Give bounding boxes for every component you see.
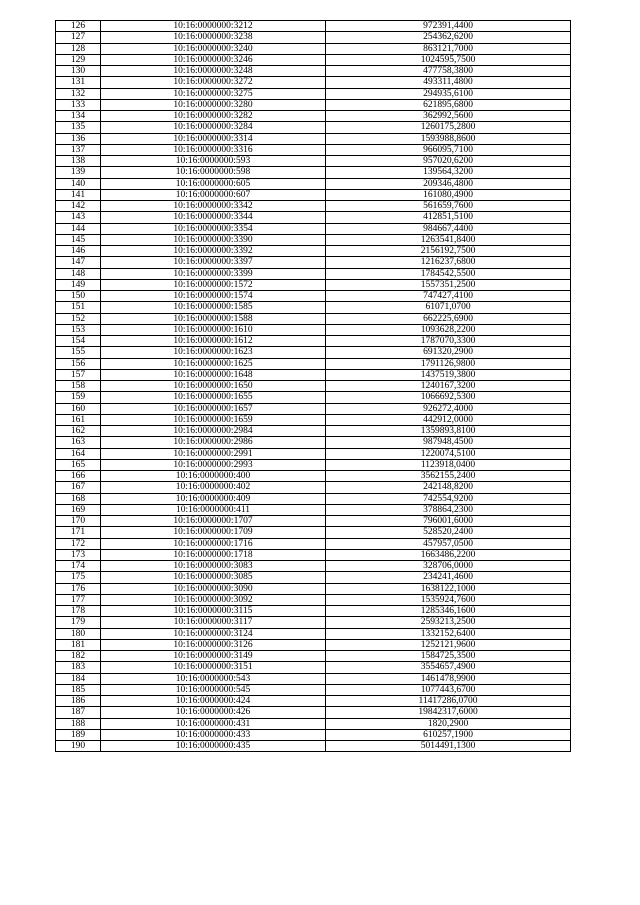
cadastral-number-cell: 10:16:0000000:1612: [101, 336, 326, 347]
table-row: [56, 392, 571, 403]
cadastral-number-cell: 10:16:0000000:435: [101, 741, 326, 752]
table-row: [56, 313, 571, 324]
table-row: [56, 178, 571, 189]
table-row: [56, 741, 571, 752]
cadastral-number-cell: 10:16:0000000:3149: [101, 651, 326, 662]
table-row: [56, 358, 571, 369]
value-cell: 457957,0500: [326, 538, 571, 549]
row-number-cell: 178: [56, 606, 101, 617]
value-cell: 796001,6000: [326, 516, 571, 527]
cadastral-number-cell: 10:16:0000000:3117: [101, 617, 326, 628]
table-row: [56, 167, 571, 178]
table-row: [56, 347, 571, 358]
table-row: [56, 201, 571, 212]
cadastral-number-cell: 10:16:0000000:2991: [101, 448, 326, 459]
value-cell: 1593988,8600: [326, 133, 571, 144]
cadastral-number-cell: 10:16:0000000:593: [101, 156, 326, 167]
row-number-cell: 133: [56, 99, 101, 110]
table-row: [56, 493, 571, 504]
cadastral-number-cell: 10:16:0000000:431: [101, 718, 326, 729]
value-cell: 1784542,5500: [326, 268, 571, 279]
table-row: [56, 662, 571, 673]
table-row: [56, 459, 571, 470]
value-cell: 1123918,0400: [326, 459, 571, 470]
cadastral-number-cell: 10:16:0000000:3280: [101, 99, 326, 110]
table-row: [56, 516, 571, 527]
value-cell: 61071,0700: [326, 302, 571, 313]
table-row: [56, 651, 571, 662]
value-cell: 209346,4800: [326, 178, 571, 189]
cadastral-number-cell: 10:16:0000000:3314: [101, 133, 326, 144]
table-row: [56, 437, 571, 448]
cadastral-number-cell: 10:16:0000000:426: [101, 707, 326, 718]
cadastral-number-cell: 10:16:0000000:1709: [101, 527, 326, 538]
value-cell: 11417286,0700: [326, 696, 571, 707]
value-cell: 1077443,6700: [326, 684, 571, 695]
value-cell: 139564,3200: [326, 167, 571, 178]
cadastral-number-cell: 10:16:0000000:545: [101, 684, 326, 695]
cadastral-number-cell: 10:16:0000000:3246: [101, 54, 326, 65]
table-row: [56, 696, 571, 707]
row-number-cell: 170: [56, 516, 101, 527]
row-number-cell: 153: [56, 324, 101, 335]
value-cell: 5014491,1300: [326, 741, 571, 752]
row-number-cell: 143: [56, 212, 101, 223]
cadastral-number-cell: 10:16:0000000:3085: [101, 572, 326, 583]
value-cell: 972391,4400: [326, 21, 571, 32]
value-cell: 3562155,2400: [326, 471, 571, 482]
value-cell: 957020,6200: [326, 156, 571, 167]
table-row: [56, 77, 571, 88]
value-cell: 2593213,2500: [326, 617, 571, 628]
cadastral-number-cell: 10:16:0000000:3151: [101, 662, 326, 673]
cadastral-number-cell: 10:16:0000000:3238: [101, 32, 326, 43]
cadastral-number-cell: 10:16:0000000:1574: [101, 291, 326, 302]
table-row: [56, 21, 571, 32]
row-number-cell: 188: [56, 718, 101, 729]
row-number-cell: 140: [56, 178, 101, 189]
table-row: [56, 144, 571, 155]
row-number-cell: 167: [56, 482, 101, 493]
table-row: [56, 88, 571, 99]
row-number-cell: 144: [56, 223, 101, 234]
cadastral-number-cell: 10:16:0000000:424: [101, 696, 326, 707]
row-number-cell: 142: [56, 201, 101, 212]
value-cell: 987948,4500: [326, 437, 571, 448]
cadastral-number-cell: 10:16:0000000:1655: [101, 392, 326, 403]
value-cell: 254362,6200: [326, 32, 571, 43]
row-number-cell: 162: [56, 426, 101, 437]
value-cell: 561659,7600: [326, 201, 571, 212]
row-number-cell: 186: [56, 696, 101, 707]
row-number-cell: 159: [56, 392, 101, 403]
value-cell: 2156192,7500: [326, 246, 571, 257]
table-row: [56, 594, 571, 605]
table-row: [56, 246, 571, 257]
table-row: [56, 189, 571, 200]
cadastral-number-cell: 10:16:0000000:3392: [101, 246, 326, 257]
row-number-cell: 168: [56, 493, 101, 504]
value-cell: 1437519,3800: [326, 369, 571, 380]
cadastral-number-cell: 10:16:0000000:3115: [101, 606, 326, 617]
table-row: [56, 99, 571, 110]
cadastral-number-cell: 10:16:0000000:605: [101, 178, 326, 189]
table-row: [56, 336, 571, 347]
table-row: [56, 583, 571, 594]
table-row: [56, 223, 571, 234]
table-row: [56, 302, 571, 313]
value-cell: 1332152,6400: [326, 628, 571, 639]
row-number-cell: 177: [56, 594, 101, 605]
value-cell: 966095,7100: [326, 144, 571, 155]
value-cell: 1263541,8400: [326, 234, 571, 245]
row-number-cell: 173: [56, 549, 101, 560]
row-number-cell: 175: [56, 572, 101, 583]
cadastral-number-cell: 10:16:0000000:3342: [101, 201, 326, 212]
table-row: [56, 156, 571, 167]
value-cell: 294935,6100: [326, 88, 571, 99]
row-number-cell: 171: [56, 527, 101, 538]
row-number-cell: 169: [56, 504, 101, 515]
row-number-cell: 127: [56, 32, 101, 43]
row-number-cell: 146: [56, 246, 101, 257]
row-number-cell: 132: [56, 88, 101, 99]
table-row: [56, 381, 571, 392]
table-row: [56, 684, 571, 695]
value-cell: 1066692,5300: [326, 392, 571, 403]
cadastral-number-cell: 10:16:0000000:2993: [101, 459, 326, 470]
row-number-cell: 145: [56, 234, 101, 245]
row-number-cell: 147: [56, 257, 101, 268]
value-cell: 747427,4100: [326, 291, 571, 302]
table-row: [56, 369, 571, 380]
row-number-cell: 139: [56, 167, 101, 178]
table-row: [56, 122, 571, 133]
cadastral-number-cell: 10:16:0000000:3399: [101, 268, 326, 279]
table-row: [56, 471, 571, 482]
row-number-cell: 189: [56, 729, 101, 740]
value-cell: 1260175,2800: [326, 122, 571, 133]
row-number-cell: 180: [56, 628, 101, 639]
value-cell: 926272,4000: [326, 403, 571, 414]
row-number-cell: 163: [56, 437, 101, 448]
cadastral-number-cell: 10:16:0000000:3275: [101, 88, 326, 99]
row-number-cell: 184: [56, 673, 101, 684]
cadastral-number-cell: 10:16:0000000:1610: [101, 324, 326, 335]
table-row: [56, 403, 571, 414]
value-cell: 528520,2400: [326, 527, 571, 538]
cadastral-number-cell: 10:16:0000000:3282: [101, 111, 326, 122]
table-row: [56, 572, 571, 583]
value-cell: 3554657,4900: [326, 662, 571, 673]
table-row: [56, 448, 571, 459]
table-row: [56, 234, 571, 245]
value-cell: 1787070,3300: [326, 336, 571, 347]
value-cell: 442912,0000: [326, 414, 571, 425]
value-cell: 1535924,7600: [326, 594, 571, 605]
document-page: [55, 20, 570, 752]
value-cell: 691320,2900: [326, 347, 571, 358]
value-cell: 1820,2900: [326, 718, 571, 729]
row-number-cell: 179: [56, 617, 101, 628]
value-cell: 984667,4400: [326, 223, 571, 234]
cadastral-number-cell: 10:16:0000000:1659: [101, 414, 326, 425]
cadastral-number-cell: 10:16:0000000:3248: [101, 66, 326, 77]
table-body: [56, 21, 571, 752]
table-row: [56, 639, 571, 650]
row-number-cell: 152: [56, 313, 101, 324]
cadastral-number-cell: 10:16:0000000:1588: [101, 313, 326, 324]
value-cell: 662225,6900: [326, 313, 571, 324]
row-number-cell: 158: [56, 381, 101, 392]
value-cell: 610257,1900: [326, 729, 571, 740]
table-row: [56, 527, 571, 538]
value-cell: 1638122,1000: [326, 583, 571, 594]
row-number-cell: 149: [56, 279, 101, 290]
cadastral-number-cell: 10:16:0000000:3397: [101, 257, 326, 268]
cadastral-number-cell: 10:16:0000000:1707: [101, 516, 326, 527]
row-number-cell: 128: [56, 43, 101, 54]
table-row: [56, 414, 571, 425]
row-number-cell: 185: [56, 684, 101, 695]
cadastral-number-cell: 10:16:0000000:402: [101, 482, 326, 493]
cadastral-number-cell: 10:16:0000000:1657: [101, 403, 326, 414]
row-number-cell: 134: [56, 111, 101, 122]
row-number-cell: 138: [56, 156, 101, 167]
cadastral-number-cell: 10:16:0000000:409: [101, 493, 326, 504]
value-cell: 1359893,8100: [326, 426, 571, 437]
row-number-cell: 150: [56, 291, 101, 302]
cadastral-number-cell: 10:16:0000000:1718: [101, 549, 326, 560]
row-number-cell: 161: [56, 414, 101, 425]
data-table: [55, 20, 571, 752]
value-cell: 1024595,7500: [326, 54, 571, 65]
cadastral-number-cell: 10:16:0000000:1625: [101, 358, 326, 369]
row-number-cell: 165: [56, 459, 101, 470]
value-cell: 742554,9200: [326, 493, 571, 504]
row-number-cell: 182: [56, 651, 101, 662]
row-number-cell: 136: [56, 133, 101, 144]
table-row: [56, 133, 571, 144]
row-number-cell: 137: [56, 144, 101, 155]
cadastral-number-cell: 10:16:0000000:1572: [101, 279, 326, 290]
table-row: [56, 617, 571, 628]
value-cell: 621895,6800: [326, 99, 571, 110]
table-row: [56, 212, 571, 223]
row-number-cell: 190: [56, 741, 101, 752]
row-number-cell: 187: [56, 707, 101, 718]
table-row: [56, 504, 571, 515]
cadastral-number-cell: 10:16:0000000:2984: [101, 426, 326, 437]
table-row: [56, 549, 571, 560]
table-row: [56, 482, 571, 493]
row-number-cell: 151: [56, 302, 101, 313]
row-number-cell: 141: [56, 189, 101, 200]
value-cell: 1220074,5100: [326, 448, 571, 459]
cadastral-number-cell: 10:16:0000000:1716: [101, 538, 326, 549]
row-number-cell: 156: [56, 358, 101, 369]
cadastral-number-cell: 10:16:0000000:1648: [101, 369, 326, 380]
table-row: [56, 538, 571, 549]
cadastral-number-cell: 10:16:0000000:3083: [101, 561, 326, 572]
cadastral-number-cell: 10:16:0000000:3354: [101, 223, 326, 234]
cadastral-number-cell: 10:16:0000000:1650: [101, 381, 326, 392]
row-number-cell: 154: [56, 336, 101, 347]
value-cell: 1093628,2200: [326, 324, 571, 335]
table-row: [56, 729, 571, 740]
table-row: [56, 66, 571, 77]
table-row: [56, 324, 571, 335]
cadastral-number-cell: 10:16:0000000:3124: [101, 628, 326, 639]
cadastral-number-cell: 10:16:0000000:411: [101, 504, 326, 515]
row-number-cell: 126: [56, 21, 101, 32]
cadastral-number-cell: 10:16:0000000:598: [101, 167, 326, 178]
cadastral-number-cell: 10:16:0000000:1623: [101, 347, 326, 358]
row-number-cell: 135: [56, 122, 101, 133]
row-number-cell: 172: [56, 538, 101, 549]
value-cell: 19842317,6000: [326, 707, 571, 718]
cadastral-number-cell: 10:16:0000000:400: [101, 471, 326, 482]
cadastral-number-cell: 10:16:0000000:3126: [101, 639, 326, 650]
cadastral-number-cell: 10:16:0000000:1585: [101, 302, 326, 313]
table-row: [56, 673, 571, 684]
row-number-cell: 181: [56, 639, 101, 650]
table-row: [56, 54, 571, 65]
cadastral-number-cell: 10:16:0000000:3316: [101, 144, 326, 155]
table-row: [56, 32, 571, 43]
row-number-cell: 157: [56, 369, 101, 380]
row-number-cell: 155: [56, 347, 101, 358]
table-row: [56, 707, 571, 718]
cadastral-number-cell: 10:16:0000000:607: [101, 189, 326, 200]
cadastral-number-cell: 10:16:0000000:3240: [101, 43, 326, 54]
cadastral-number-cell: 10:16:0000000:3212: [101, 21, 326, 32]
cadastral-number-cell: 10:16:0000000:543: [101, 673, 326, 684]
table-row: [56, 426, 571, 437]
cadastral-number-cell: 10:16:0000000:3344: [101, 212, 326, 223]
cadastral-number-cell: 10:16:0000000:3272: [101, 77, 326, 88]
row-number-cell: 176: [56, 583, 101, 594]
row-number-cell: 183: [56, 662, 101, 673]
value-cell: 1240167,3200: [326, 381, 571, 392]
row-number-cell: 129: [56, 54, 101, 65]
row-number-cell: 131: [56, 77, 101, 88]
value-cell: 234241,4600: [326, 572, 571, 583]
table-row: [56, 268, 571, 279]
value-cell: 378864,2300: [326, 504, 571, 515]
cadastral-number-cell: 10:16:0000000:2986: [101, 437, 326, 448]
row-number-cell: 148: [56, 268, 101, 279]
value-cell: 1584725,3500: [326, 651, 571, 662]
cadastral-number-cell: 10:16:0000000:3092: [101, 594, 326, 605]
table-row: [56, 257, 571, 268]
table-row: [56, 561, 571, 572]
cadastral-number-cell: 10:16:0000000:433: [101, 729, 326, 740]
row-number-cell: 164: [56, 448, 101, 459]
table-row: [56, 718, 571, 729]
value-cell: 161080,4900: [326, 189, 571, 200]
cadastral-number-cell: 10:16:0000000:3090: [101, 583, 326, 594]
value-cell: 477758,3800: [326, 66, 571, 77]
row-number-cell: 160: [56, 403, 101, 414]
value-cell: 1252121,9600: [326, 639, 571, 650]
value-cell: 1461478,9900: [326, 673, 571, 684]
table-row: [56, 279, 571, 290]
value-cell: 242148,8200: [326, 482, 571, 493]
value-cell: 328706,0000: [326, 561, 571, 572]
table-row: [56, 291, 571, 302]
table-row: [56, 628, 571, 639]
table-row: [56, 111, 571, 122]
value-cell: 412851,5100: [326, 212, 571, 223]
cadastral-number-cell: 10:16:0000000:3284: [101, 122, 326, 133]
table-row: [56, 606, 571, 617]
value-cell: 1557351,2500: [326, 279, 571, 290]
cadastral-number-cell: 10:16:0000000:3390: [101, 234, 326, 245]
value-cell: 1285346,1600: [326, 606, 571, 617]
row-number-cell: 174: [56, 561, 101, 572]
value-cell: 362992,5600: [326, 111, 571, 122]
table-row: [56, 43, 571, 54]
value-cell: 863121,7000: [326, 43, 571, 54]
row-number-cell: 166: [56, 471, 101, 482]
value-cell: 1663486,2200: [326, 549, 571, 560]
value-cell: 1791126,9800: [326, 358, 571, 369]
value-cell: 1216237,6800: [326, 257, 571, 268]
row-number-cell: 130: [56, 66, 101, 77]
value-cell: 493311,4800: [326, 77, 571, 88]
